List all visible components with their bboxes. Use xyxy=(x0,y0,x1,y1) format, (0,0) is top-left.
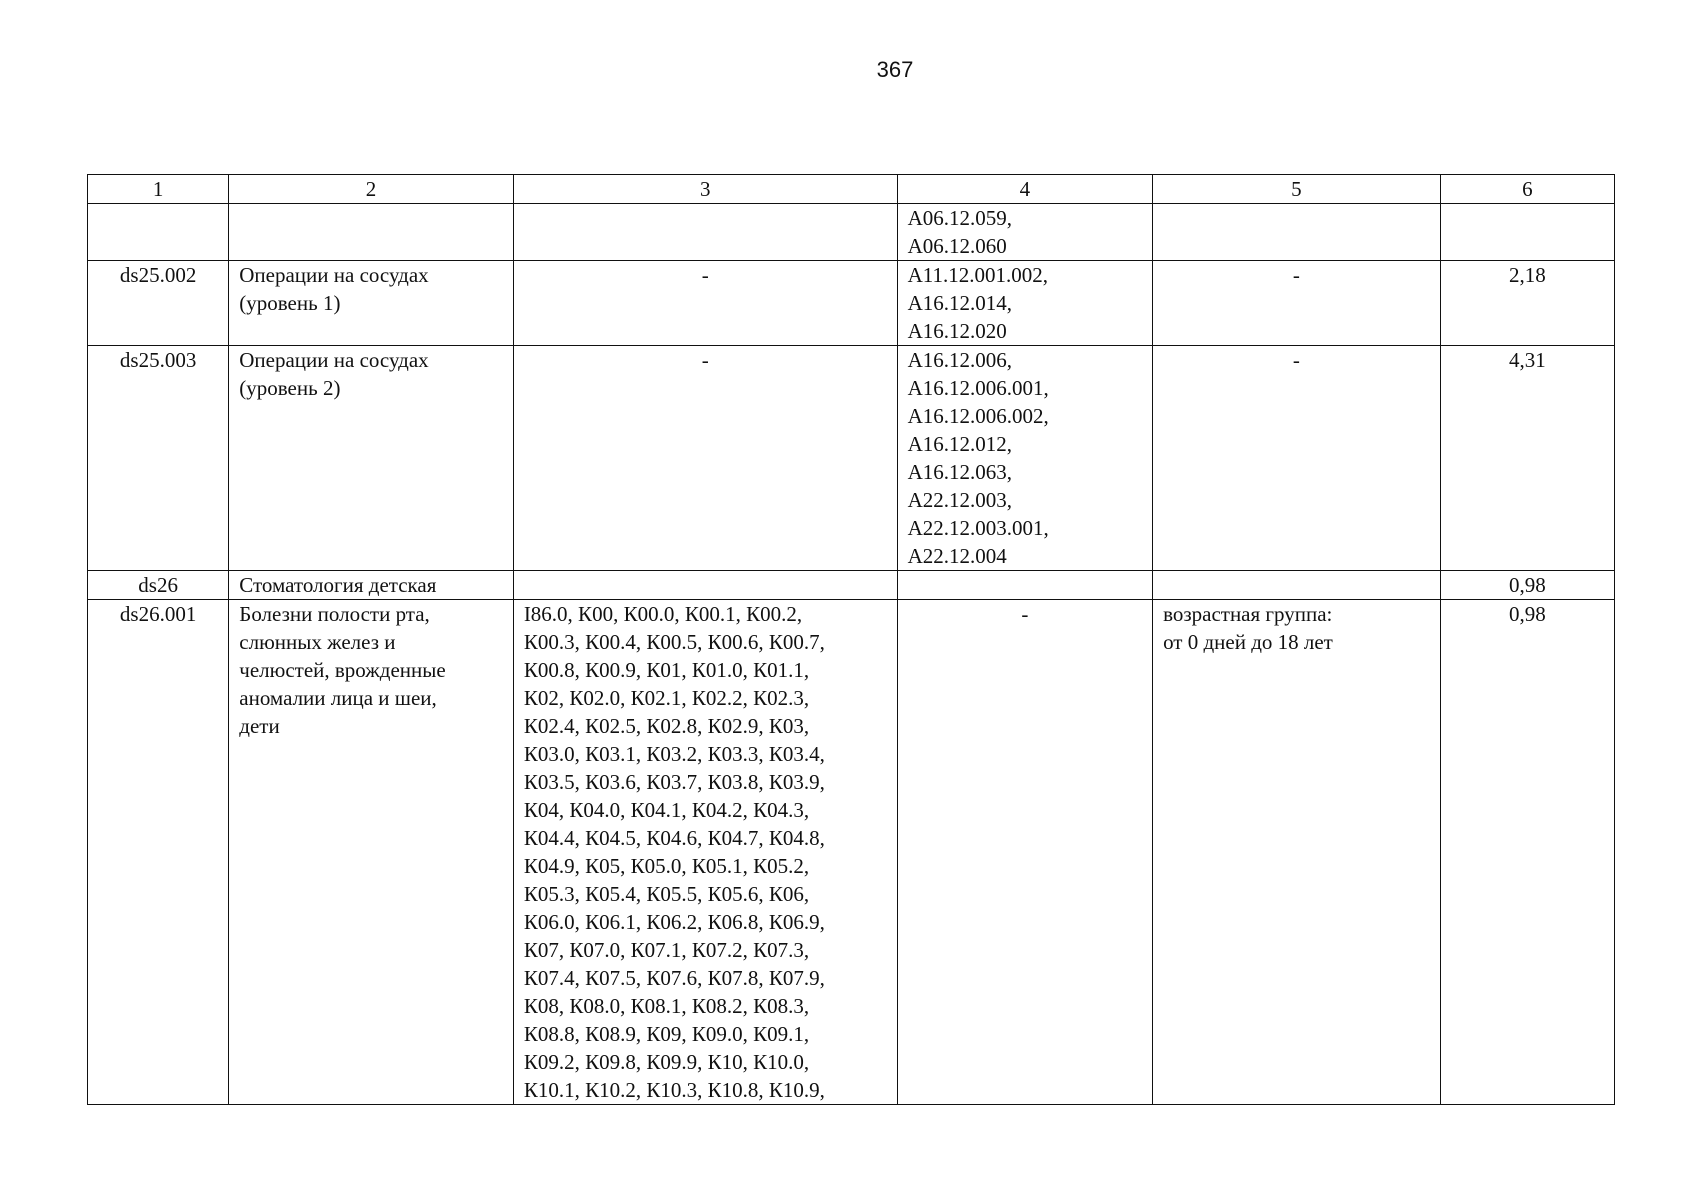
cell-criteria xyxy=(1153,571,1441,600)
cell-line: аномалии лица и шеи, xyxy=(239,686,437,710)
cell-line: возрастная группа: xyxy=(1163,602,1333,626)
cell-line: - xyxy=(1292,348,1300,372)
cell-line: - xyxy=(701,263,709,287)
cell-line: А16.12.006.002, xyxy=(907,404,1049,428)
cell-line: К07.4, К07.5, К07.6, К07.8, К07.9, xyxy=(523,966,825,990)
cell-line: К00.3, К00.4, К00.5, К00.6, К00.7, xyxy=(523,630,825,654)
cell-criteria xyxy=(1153,261,1441,346)
cell-code xyxy=(88,204,229,261)
cell-line: - xyxy=(1292,263,1300,287)
cell-line: Операции на сосудах xyxy=(239,263,429,287)
cell-diagnoses xyxy=(513,571,897,600)
table-row xyxy=(88,600,1615,1105)
cell-diagnoses xyxy=(513,204,897,261)
cell-code: ds25.003 xyxy=(88,346,229,571)
cell-line: (уровень 1) xyxy=(239,291,341,315)
cell-line: К05.3, К05.4, К05.5, К05.6, К06, xyxy=(523,882,810,906)
table-body xyxy=(88,204,1615,1105)
cell-line: (уровень 2) xyxy=(239,376,341,400)
cell-services xyxy=(897,600,1153,1105)
cell-coefficient: 0,98 xyxy=(1440,571,1614,600)
table-row xyxy=(88,204,1615,261)
cell-line: А16.12.014, xyxy=(907,291,1012,315)
cell-line: Операции на сосудах xyxy=(239,348,429,372)
cell-line: К04.9, К05, К05.0, К05.1, К05.2, xyxy=(523,854,810,878)
cell-name xyxy=(229,204,514,261)
tariff-table xyxy=(87,174,1615,1105)
page-number: 367 xyxy=(876,57,914,82)
cell-criteria xyxy=(1153,600,1441,1105)
column-header: 6 xyxy=(1440,175,1614,204)
cell-line: I86.0, К00, К00.0, К00.1, К00.2, xyxy=(523,602,803,626)
cell-line: А11.12.001.002, xyxy=(907,263,1048,287)
cell-coefficient: 4,31 xyxy=(1440,346,1614,571)
cell-line: - xyxy=(1021,602,1029,626)
cell-criteria xyxy=(1153,204,1441,261)
cell-line: К07, К07.0, К07.1, К07.2, К07.3, xyxy=(523,938,810,962)
cell-line: А06.12.059, xyxy=(907,206,1012,230)
cell-line: А22.12.003, xyxy=(907,488,1012,512)
table-row xyxy=(88,346,1615,571)
cell-line: К03.5, К03.6, К03.7, К03.8, К03.9, xyxy=(523,770,825,794)
cell-line: К00.8, К00.9, К01, К01.0, К01.1, xyxy=(523,658,810,682)
cell-name xyxy=(229,571,514,600)
column-header: 1 xyxy=(88,175,229,204)
cell-line: К04, К04.0, К04.1, К04.2, К04.3, xyxy=(523,798,810,822)
cell-code: ds26.001 xyxy=(88,600,229,1105)
cell-criteria xyxy=(1153,346,1441,571)
cell-line: Болезни полости рта, xyxy=(239,602,430,626)
cell-line: А06.12.060 xyxy=(907,234,1007,258)
cell-line: К04.4, К04.5, К04.6, К04.7, К04.8, xyxy=(523,826,825,850)
cell-line: Стоматология детская xyxy=(239,573,437,597)
table-row xyxy=(88,261,1615,346)
cell-line: К06.0, К06.1, К06.2, К06.8, К06.9, xyxy=(523,910,825,934)
cell-line: К10.1, К10.2, К10.3, К10.8, К10.9, xyxy=(523,1078,825,1102)
cell-services xyxy=(897,571,1153,600)
cell-line: слюнных желез и xyxy=(239,630,396,654)
column-header: 4 xyxy=(897,175,1153,204)
cell-line: К08.8, К08.9, К09, К09.0, К09.1, xyxy=(523,1022,810,1046)
cell-diagnoses xyxy=(513,346,897,571)
cell-line: К09.2, К09.8, К09.9, К10, К10.0, xyxy=(523,1050,810,1074)
cell-line: А22.12.004 xyxy=(907,544,1007,568)
cell-line: дети xyxy=(239,714,280,738)
cell-line: челюстей, врожденные xyxy=(239,658,446,682)
cell-line: К08, К08.0, К08.1, К08.2, К08.3, xyxy=(523,994,810,1018)
table-header-row xyxy=(88,175,1615,204)
cell-line: К02, К02.0, К02.1, К02.2, К02.3, xyxy=(523,686,810,710)
cell-code: ds26 xyxy=(88,571,229,600)
cell-code: ds25.002 xyxy=(88,261,229,346)
cell-coefficient: 0,98 xyxy=(1440,600,1614,1105)
cell-services xyxy=(897,346,1153,571)
cell-line: А16.12.012, xyxy=(907,432,1012,456)
cell-line: А16.12.006.001, xyxy=(907,376,1049,400)
cell-line: К02.4, К02.5, К02.8, К02.9, К03, xyxy=(523,714,810,738)
column-header: 2 xyxy=(229,175,514,204)
cell-coefficient xyxy=(1440,204,1614,261)
cell-line: А16.12.006, xyxy=(907,348,1012,372)
cell-diagnoses xyxy=(513,600,897,1105)
cell-services xyxy=(897,204,1153,261)
cell-coefficient: 2,18 xyxy=(1440,261,1614,346)
cell-line: А16.12.020 xyxy=(907,319,1007,343)
cell-line: А22.12.003.001, xyxy=(907,516,1049,540)
cell-line: К03.0, К03.1, К03.2, К03.3, К03.4, xyxy=(523,742,825,766)
column-header: 3 xyxy=(513,175,897,204)
cell-line: А16.12.063, xyxy=(907,460,1012,484)
cell-services xyxy=(897,261,1153,346)
cell-line: - xyxy=(701,348,709,372)
cell-name xyxy=(229,261,514,346)
cell-line: от 0 дней до 18 лет xyxy=(1163,630,1333,654)
cell-name xyxy=(229,600,514,1105)
column-header: 5 xyxy=(1153,175,1441,204)
cell-diagnoses xyxy=(513,261,897,346)
cell-name xyxy=(229,346,514,571)
table-row xyxy=(88,571,1615,600)
